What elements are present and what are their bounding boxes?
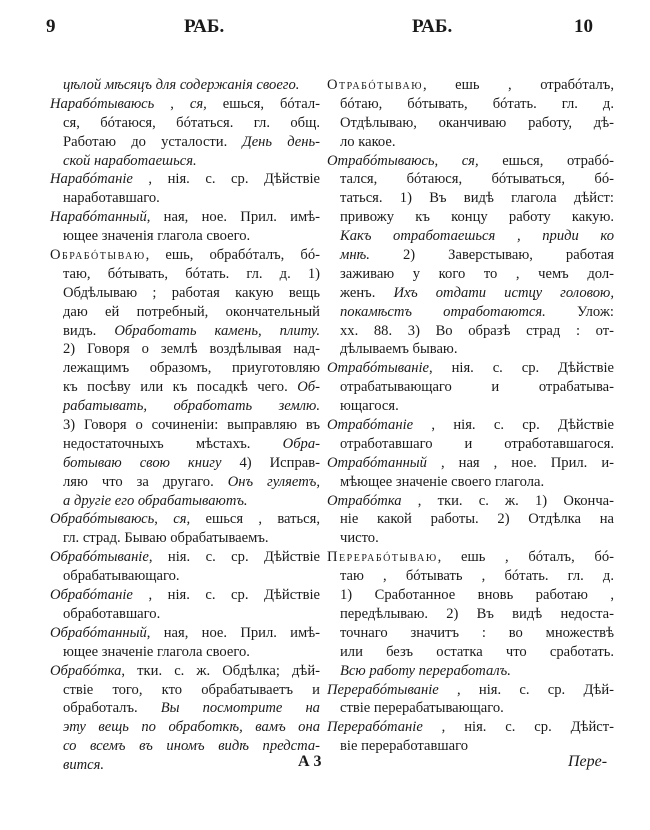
text: или безъ остатка что сработать. bbox=[340, 643, 614, 660]
text-line bbox=[327, 189, 614, 208]
text-line bbox=[327, 114, 614, 133]
text: Работаю до усталости. bbox=[63, 133, 243, 150]
italic-text: Отрабóтка bbox=[327, 492, 402, 509]
text-line bbox=[50, 605, 320, 624]
text: ешься, бóтал- bbox=[206, 95, 320, 112]
entry-headline bbox=[327, 359, 614, 378]
text: , нія. с. ср. Дѣйствіе bbox=[429, 360, 614, 377]
italic-text: Нарабóтаніе bbox=[50, 171, 133, 188]
entry-headline bbox=[50, 208, 320, 227]
text-line bbox=[327, 435, 614, 454]
text-line bbox=[50, 529, 320, 548]
entry-headline bbox=[50, 548, 320, 567]
text: , нія. с. ср. Дѣйст- bbox=[422, 719, 614, 736]
text-line bbox=[50, 397, 320, 416]
text-line bbox=[50, 473, 320, 492]
text: мѣющее значеніе своего глагола. bbox=[340, 473, 545, 490]
running-head-left: РАБ. bbox=[184, 16, 225, 37]
text: , нія. с. ср. Дѣйствіе bbox=[132, 171, 320, 188]
text-line bbox=[327, 227, 614, 246]
text-line bbox=[50, 643, 320, 662]
italic-text: Обрабóтываюсь bbox=[50, 511, 155, 528]
text: таться. 1) Въ видѣ глагола дѣйст: bbox=[340, 190, 614, 207]
text: ющагося. bbox=[340, 398, 399, 415]
text: , тки. с. ж. 1) Оконча- bbox=[401, 492, 614, 509]
text-line bbox=[327, 265, 614, 284]
italic-text: эту вещь по обработкѣ, вамъ она bbox=[63, 719, 320, 736]
italic-text: ся, bbox=[189, 95, 207, 112]
italic-text: Отрабóтываніе bbox=[327, 360, 430, 377]
italic-text: День день- bbox=[242, 133, 320, 150]
text-line bbox=[327, 322, 614, 341]
italic-text: вится. bbox=[63, 757, 105, 774]
text: недостаточныхъ мѣстахъ. bbox=[63, 435, 283, 452]
italic-text: Обра- bbox=[282, 435, 320, 452]
italic-text: Отрабóтанный bbox=[327, 454, 427, 471]
text: , ная , ное. Прил. и- bbox=[426, 454, 614, 471]
text-line bbox=[50, 737, 320, 756]
text-line bbox=[327, 529, 614, 548]
text-line bbox=[50, 227, 320, 246]
text: привожу къ концу работу какую. bbox=[340, 209, 614, 226]
text-line bbox=[327, 208, 614, 227]
italic-text: Онъ гуляетъ, bbox=[227, 473, 320, 490]
text-line bbox=[327, 473, 614, 492]
text-line bbox=[327, 246, 614, 265]
text-line bbox=[50, 340, 320, 359]
text-line bbox=[327, 605, 614, 624]
entry-headline bbox=[50, 586, 320, 605]
text: чисто. bbox=[340, 530, 379, 547]
text-line bbox=[327, 510, 614, 529]
page-number-right: 10 bbox=[574, 16, 593, 37]
text: даю ей потребный, окончательный bbox=[63, 303, 320, 320]
text: точнаго значитъ : во множествѣ bbox=[340, 624, 614, 641]
entry-headline bbox=[327, 548, 614, 567]
text: 4) Исправ- bbox=[221, 454, 320, 471]
text: , нія. с. ср. Дѣйствіе bbox=[413, 417, 614, 434]
italic-text: ся, bbox=[173, 511, 191, 528]
italic-text: Обрабóтаніе bbox=[50, 587, 133, 604]
text: ющее значенія глагола своего. bbox=[63, 228, 251, 245]
text: тался, бóтаюся, бóтываться, бó- bbox=[340, 171, 614, 188]
text: , ная, ное. Прил. имѣ- bbox=[146, 624, 320, 641]
text: таю , бóтывать , бóтать. гл. д. bbox=[340, 568, 614, 585]
text: женъ. bbox=[340, 284, 394, 301]
entry-headline bbox=[327, 152, 614, 171]
italic-text: Какъ отработаешься , приди ко bbox=[340, 228, 614, 245]
running-head-right: РАБ. bbox=[412, 16, 453, 37]
headword: Отрабóтываю bbox=[327, 77, 423, 93]
right-column bbox=[327, 76, 614, 756]
text: Обдѣлываю ; работая какую вещь bbox=[63, 284, 320, 301]
italic-text: ботываю свою книгу bbox=[63, 454, 222, 471]
text-line bbox=[327, 397, 614, 416]
entry-headline bbox=[327, 76, 614, 95]
italic-text: Обрабóтываніе bbox=[50, 549, 149, 566]
text: отработавшаго и отработавшагося. bbox=[340, 435, 614, 452]
text: бóтаю, бóтывать, бóтать. гл. д. bbox=[340, 95, 614, 112]
italic-text: Обрабóтанный bbox=[50, 624, 147, 641]
catchword: Пере- bbox=[568, 753, 608, 770]
text-line bbox=[327, 95, 614, 114]
text-line bbox=[50, 152, 320, 171]
text: , bbox=[154, 511, 174, 528]
text-line bbox=[50, 699, 320, 718]
text: , ная, ное. Прил. имѣ- bbox=[146, 209, 320, 226]
text-line bbox=[50, 114, 320, 133]
text-line bbox=[50, 567, 320, 586]
text: наработавшаго. bbox=[63, 190, 160, 207]
italic-text: Вы посмотрите на bbox=[160, 700, 320, 717]
text-line bbox=[50, 756, 320, 775]
text: 2) Говоря о землѣ воздѣлывая над- bbox=[63, 341, 320, 358]
italic-text: ской наработаешься. bbox=[63, 152, 197, 169]
italic-text: Отрабóтываюсь bbox=[327, 152, 435, 169]
italic-text: со всемъ въ иномъ видѣ предста- bbox=[63, 738, 320, 755]
text-line bbox=[50, 435, 320, 454]
text: къ посѣву или къ посадкѣ чего. bbox=[63, 379, 298, 396]
signature-mark: А 3 bbox=[298, 753, 322, 770]
text: ющее значеніе глагола своего. bbox=[63, 643, 250, 660]
text: віе переработавшаго bbox=[340, 738, 468, 755]
text: обработавшаго. bbox=[63, 605, 161, 622]
text-line bbox=[327, 567, 614, 586]
entry-headline bbox=[327, 416, 614, 435]
text: хх. 88. 3) Во образѣ страд : от- bbox=[340, 322, 614, 339]
text-line bbox=[50, 454, 320, 473]
headword: Обрабóтываю bbox=[50, 247, 146, 264]
text: ніе какой работы. 2) Отдѣлка на bbox=[340, 511, 614, 528]
text-line bbox=[327, 624, 614, 643]
text: обрабатывающаго. bbox=[63, 568, 180, 585]
text-line bbox=[327, 586, 614, 605]
entry-headline bbox=[50, 510, 320, 529]
text: Улож: bbox=[545, 303, 614, 320]
entry-headline bbox=[50, 95, 320, 114]
text: , ешь , отрабóталъ, bbox=[423, 77, 614, 93]
text-line bbox=[327, 284, 614, 303]
text: видъ. bbox=[63, 322, 115, 339]
text-line bbox=[50, 76, 320, 95]
entry-headline bbox=[50, 170, 320, 189]
text: ешься , ваться, bbox=[190, 511, 320, 528]
italic-text: покамѣстъ отработаются. bbox=[340, 303, 546, 320]
text: обработалъ. bbox=[63, 700, 161, 717]
text: лежащимъ образомъ, приуготовляю bbox=[63, 360, 320, 377]
text-line bbox=[327, 340, 614, 359]
entry-headline bbox=[50, 624, 320, 643]
italic-text: Обработать камень, плиту. bbox=[114, 322, 320, 339]
text: заживаю у кого то , чемъ дол- bbox=[340, 265, 614, 282]
text-line bbox=[327, 170, 614, 189]
text: таю, бóтывать, бóтать. гл. д. 1) bbox=[63, 265, 320, 282]
text: , ешь, обрабóталъ, бó- bbox=[145, 247, 320, 264]
text-line bbox=[50, 265, 320, 284]
text: , тки. с. ж. Обдѣлка; дѣй- bbox=[121, 662, 320, 679]
text-line bbox=[50, 492, 320, 511]
text-line bbox=[327, 133, 614, 152]
entry-headline bbox=[50, 662, 320, 681]
italic-text: Обрабóтка bbox=[50, 662, 122, 679]
text-line bbox=[50, 378, 320, 397]
text-line bbox=[50, 416, 320, 435]
italic-text: Об- bbox=[297, 379, 320, 396]
headword: Перерабóтываю bbox=[327, 549, 438, 566]
text: ствіе перерабатывающаго. bbox=[340, 700, 504, 717]
italic-text: цѣлой мѣсяцъ для содержанія своего. bbox=[63, 77, 300, 93]
text: , bbox=[434, 152, 462, 169]
text-line bbox=[327, 303, 614, 322]
italic-text: Нарабóтанный bbox=[50, 209, 147, 226]
text: ствіе того, кто обрабатываетъ и bbox=[63, 681, 320, 698]
text-line bbox=[50, 322, 320, 341]
italic-text: рабатывать, обработать землю. bbox=[63, 398, 320, 415]
italic-text: Перерабóтаніе bbox=[327, 719, 423, 736]
entry-headline bbox=[327, 681, 614, 700]
text: отрабатывающаго и отрабатыва- bbox=[340, 379, 614, 396]
text: гл. страд. Бываю обрабатываемъ. bbox=[63, 530, 269, 547]
text-line bbox=[327, 643, 614, 662]
text-line bbox=[50, 189, 320, 208]
page-number-left: 9 bbox=[46, 16, 56, 37]
italic-text: Всю работу переработалъ. bbox=[340, 662, 511, 679]
text-line bbox=[50, 133, 320, 152]
text: , нія. с. ср. Дѣйствіе bbox=[132, 587, 320, 604]
text: ло какое. bbox=[340, 133, 396, 150]
text: ешься, отрабó- bbox=[478, 152, 614, 169]
entry-headline bbox=[327, 492, 614, 511]
text: , нія. с. ср. Дѣй- bbox=[438, 681, 614, 698]
italic-text: Нарабóтываюсь bbox=[50, 95, 155, 112]
text: дѣлываемъ бываю. bbox=[340, 341, 458, 358]
text-line bbox=[50, 681, 320, 700]
italic-text: ся, bbox=[461, 152, 479, 169]
entry-headline bbox=[327, 718, 614, 737]
italic-text: Перерабóтываніе bbox=[327, 681, 439, 698]
text: ляю что за другаго. bbox=[63, 473, 228, 490]
text: 3) Говоря о сочиненіи: выправляю въ bbox=[63, 417, 320, 434]
italic-text: Отрабóтаніе bbox=[327, 417, 414, 434]
entry-headline bbox=[327, 454, 614, 473]
text: ся, бóтаюся, бóтаться. гл. общ. bbox=[63, 114, 320, 131]
text: , нія. с. ср. Дѣйствіе bbox=[148, 549, 320, 566]
left-column bbox=[50, 76, 320, 775]
italic-text: Ихъ отдати истцу головою, bbox=[393, 284, 614, 301]
text: передѣлываю. 2) Въ видѣ недоста- bbox=[340, 605, 614, 622]
text: 1) Сработанное вновь работаю , bbox=[340, 587, 614, 604]
italic-text: мнѣ. bbox=[340, 247, 370, 264]
text: 2) Заверстываю, работая bbox=[369, 247, 614, 264]
text-line bbox=[327, 378, 614, 397]
text-line bbox=[50, 359, 320, 378]
text-line bbox=[327, 662, 614, 681]
text-line bbox=[327, 699, 614, 718]
text: , ешь , бóталъ, бó- bbox=[437, 549, 614, 566]
text: , bbox=[154, 95, 190, 112]
text: Отдѣлываю, оканчиваю работу, дѣ- bbox=[340, 114, 614, 131]
text-line bbox=[50, 718, 320, 737]
italic-text: а другіе его обрабатываютъ. bbox=[63, 492, 248, 509]
entry-headline bbox=[50, 246, 320, 265]
text-line bbox=[50, 303, 320, 322]
text-line bbox=[50, 284, 320, 303]
